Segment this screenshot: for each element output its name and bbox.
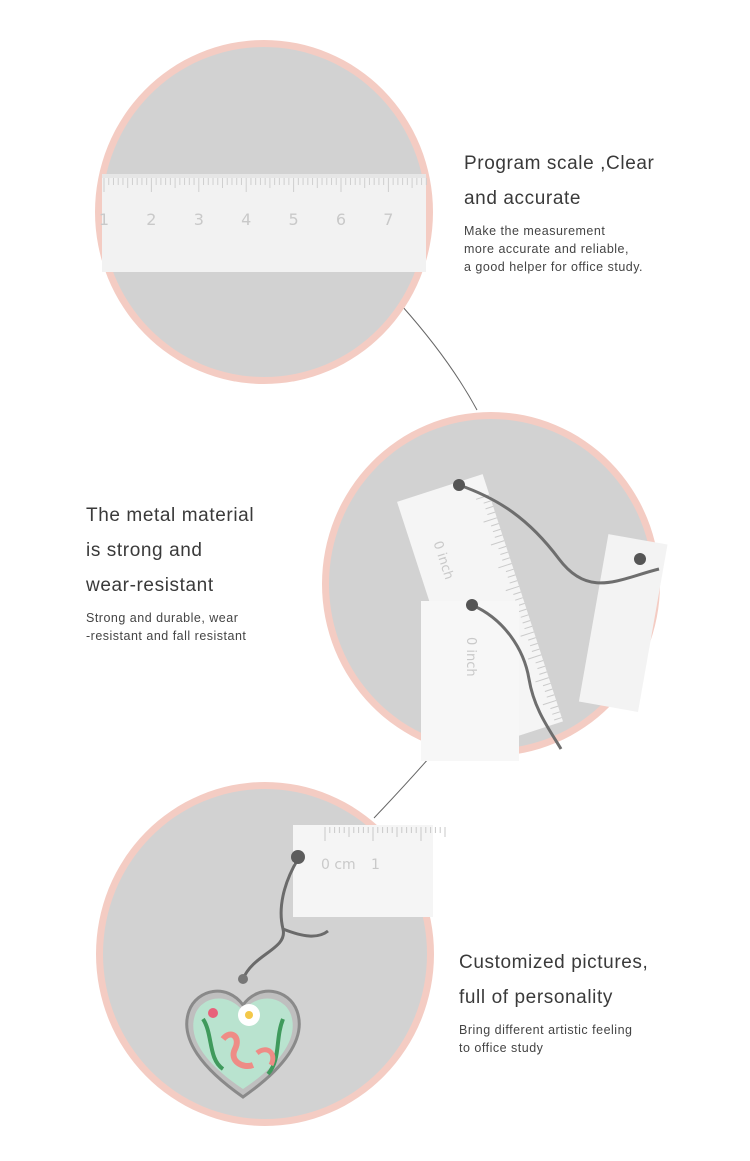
feature-title [86, 498, 306, 603]
metal-bookmark-photo [329, 419, 653, 749]
feature-desc-line: more accurate and reliable, [464, 242, 629, 256]
feature-title-line: wear-resistant [86, 575, 214, 596]
feature-scale [464, 146, 734, 276]
feature-title [459, 945, 719, 1015]
ruler-cm-label: 0 cm [321, 857, 356, 873]
ruler-number: 1 [98, 210, 110, 229]
feature-description [86, 609, 306, 645]
ruler-number: 5 [288, 210, 299, 229]
ruler-number: 2 [146, 210, 157, 229]
ruler-number: 7 [383, 210, 394, 229]
feature-title-line: The metal material [86, 505, 255, 526]
ruler-number: 4 [241, 210, 252, 229]
ruler-number: 3 [193, 210, 204, 229]
feature-title-line: Program scale ,Clear [464, 153, 655, 174]
feature-description [464, 222, 734, 276]
ruler-inch-label: 0 inch [429, 539, 457, 582]
ruler-photo-circle [95, 40, 433, 384]
heart-pendant-photo-circle [96, 782, 434, 1126]
ruler-inch-label-front: 0 inch [463, 637, 478, 677]
feature-desc-line: a good helper for office study. [464, 260, 644, 274]
feature-custom-pictures [459, 945, 719, 1057]
feature-title-line: is strong and [86, 540, 203, 561]
feature-desc-line: -resistant and fall resistant [86, 629, 247, 643]
feature-desc-line: Make the measurement [464, 224, 606, 238]
feature-metal [86, 498, 306, 645]
ruler-number: 6 [335, 210, 347, 229]
feature-desc-line: to office study [459, 1041, 544, 1055]
feature-desc-line: Strong and durable, wear [86, 611, 239, 625]
feature-title-line: Customized pictures, [459, 952, 649, 973]
feature-title [464, 146, 734, 216]
metal-bookmark-photo-circle [322, 412, 660, 756]
feature-description [459, 1021, 719, 1057]
feature-title-line: and accurate [464, 188, 582, 209]
ruler-photo [98, 47, 426, 377]
feature-desc-line: Bring different artistic feeling [459, 1023, 633, 1037]
ruler-cm-number: 1 [371, 857, 380, 873]
heart-pendant-photo [103, 789, 427, 1119]
feature-title-line: full of personality [459, 987, 613, 1008]
